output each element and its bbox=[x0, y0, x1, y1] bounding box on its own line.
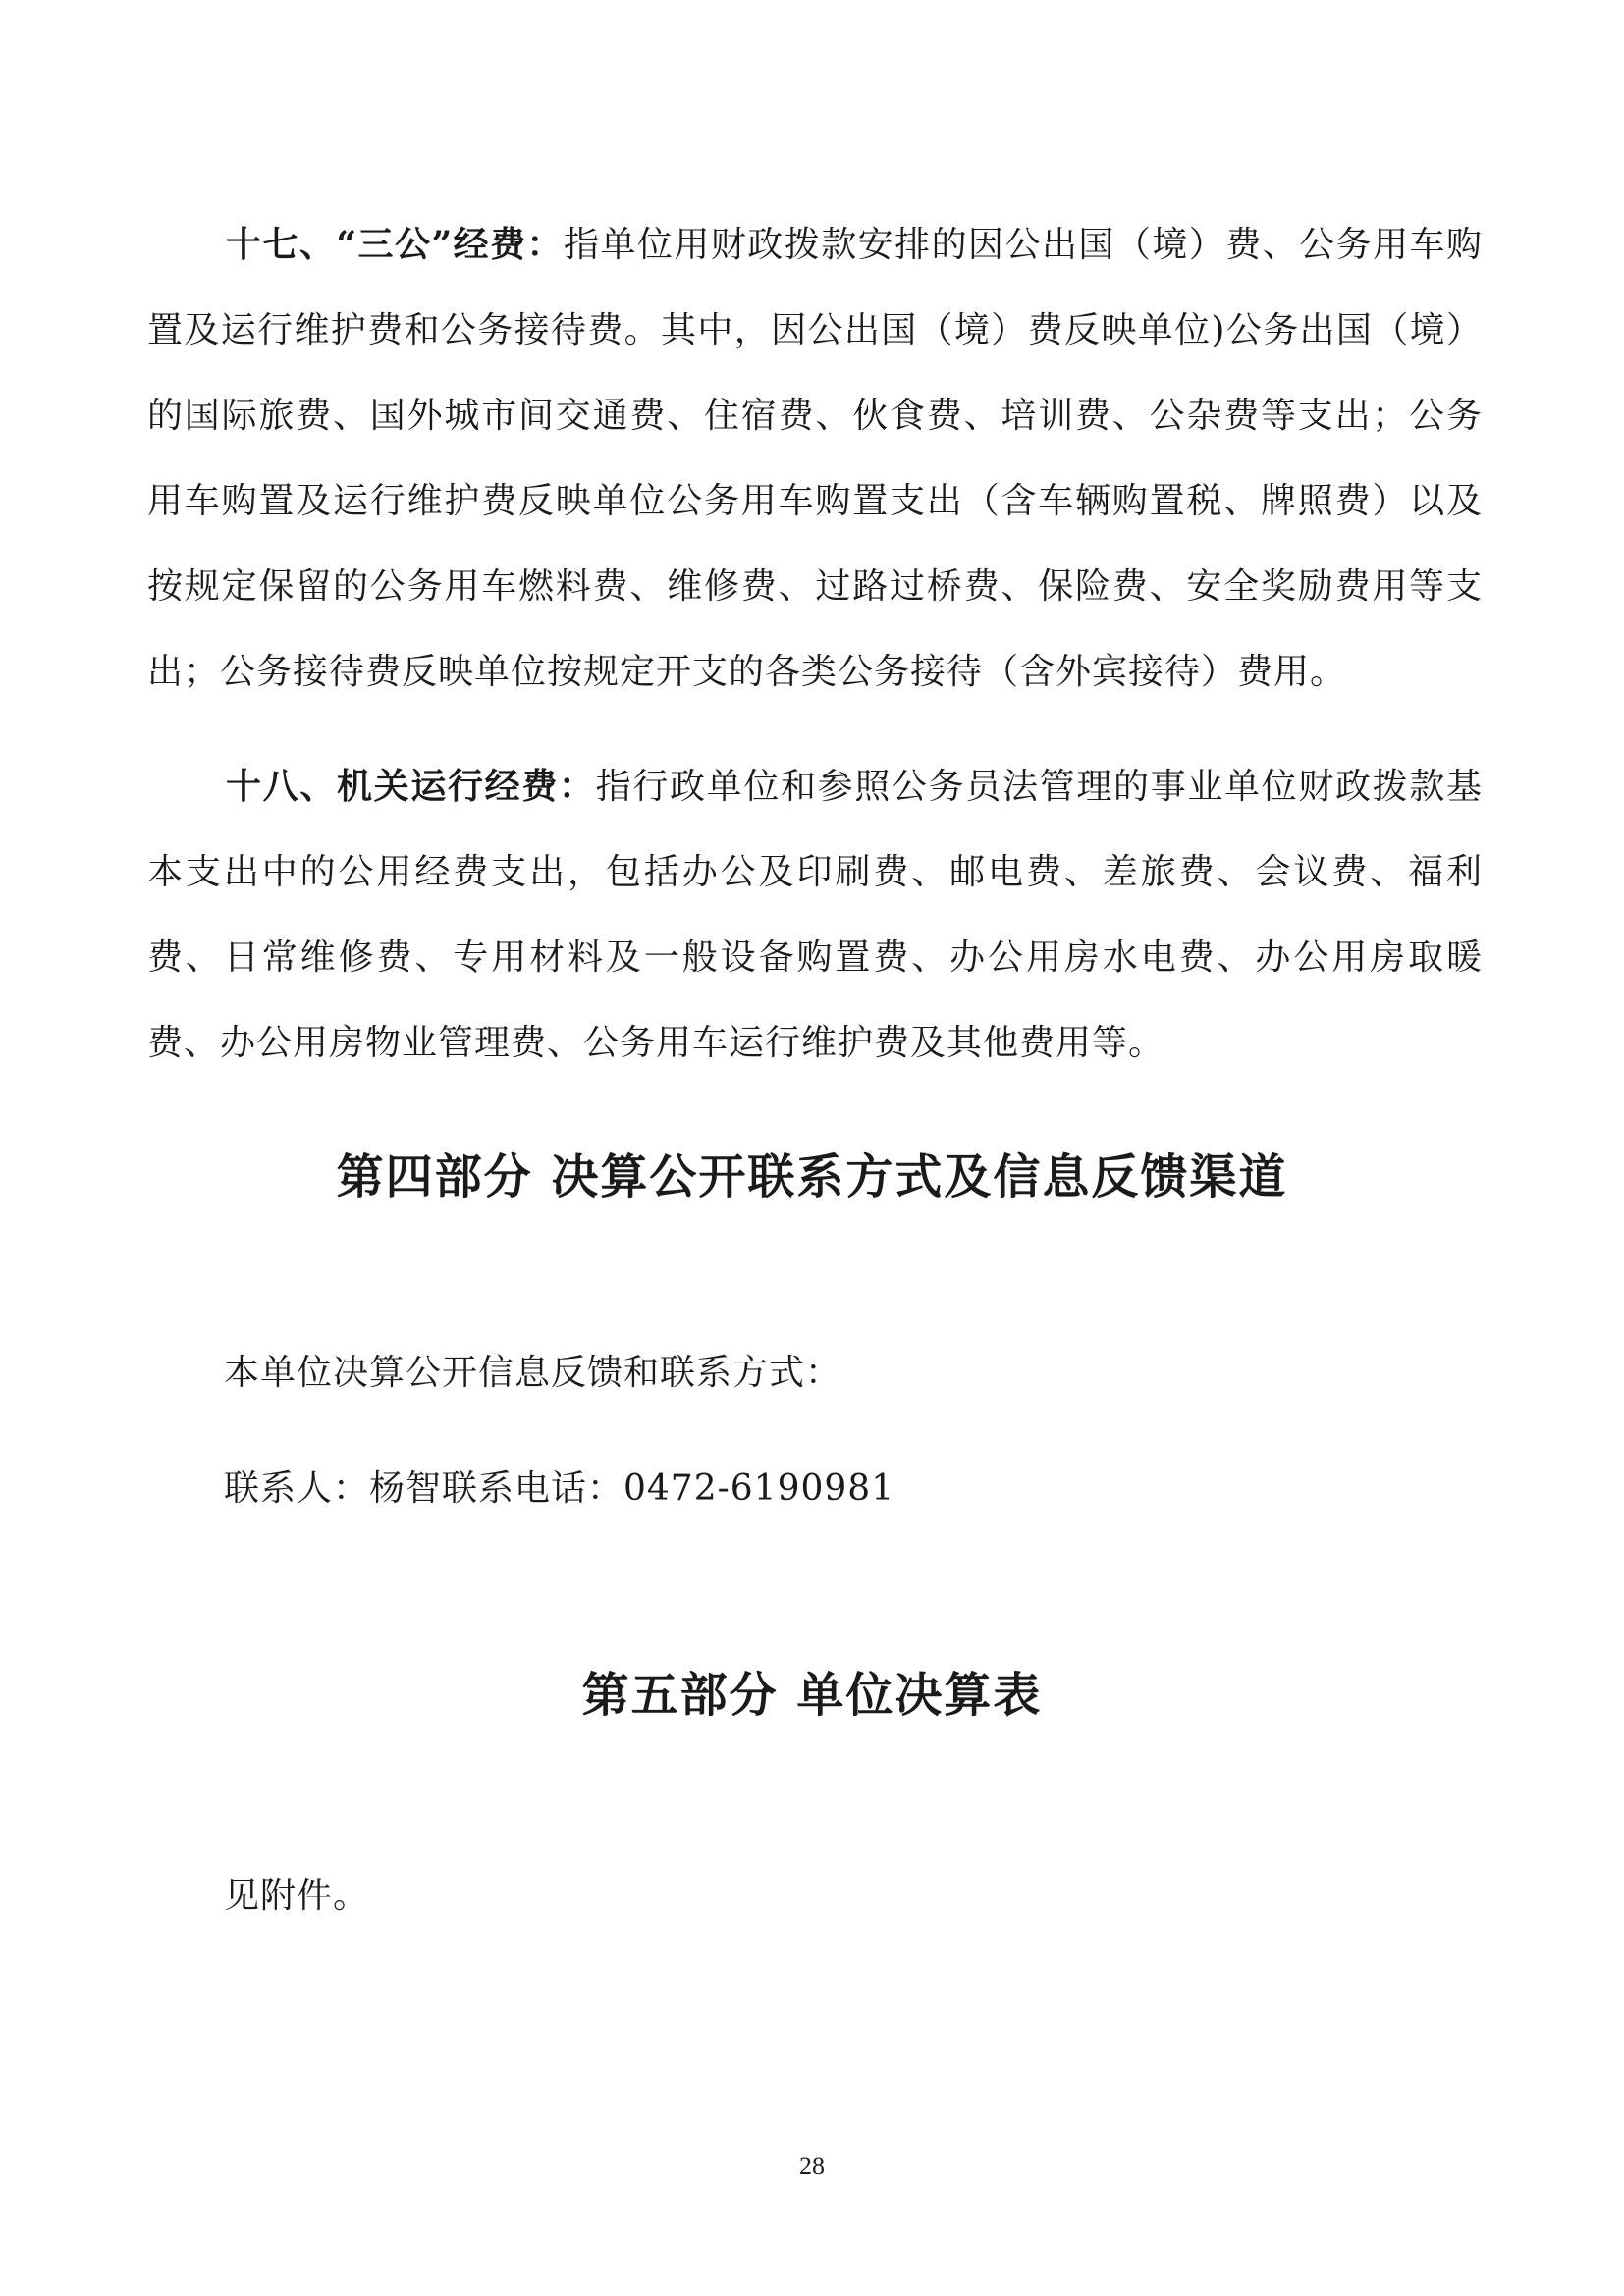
contact-intro-text: 本单位决算公开信息反馈和联系方式： bbox=[224, 1353, 842, 1393]
page-number: 28 bbox=[799, 2152, 825, 2180]
section-17-text: 指单位用财政拨款安排的因公出国（境）费、公务用车购置及运行维护费和公务接待费。其中，因公出国（境）费反映单位)公务出国（境）的国际旅费、国外城市间交通费、住宿费、伙食费、培训费、公杂费等支出；公务用车购置及运行维护费反映单位公务用车购置支出（含车辆购置税、牌照费）以及按规定保留的公务用车燃料费、维修费、过路过桥费、保险费、安全奖励费用等支出；公务接待费反映单位按规定开支的各类公务接待（含外宾接待）费用。 bbox=[147, 225, 1483, 692]
part-5-heading: 第五部分 单位决算表 bbox=[581, 1668, 1043, 1723]
section-18-paragraph bbox=[147, 744, 1483, 1086]
section-18-term: 十八、机关运行经费： bbox=[226, 766, 596, 807]
part-4-heading: 第四部分 决算公开联系方式及信息反馈渠道 bbox=[336, 1149, 1288, 1204]
section-17-paragraph bbox=[147, 202, 1483, 715]
section-17-term: 十七、“三公”经费： bbox=[226, 224, 564, 265]
section-18-text: 指行政单位和参照公务员法管理的事业单位财政拨款基本支出中的公用经费支出，包括办公及印刷费、邮电费、差旅费、会议费、福利费、日常维修费、专用材料及一般设备购置费、办公用房水电费、办公用房取暖费、办公用房物业管理费、公务用车运行维护费及其他费用等。 bbox=[147, 767, 1483, 1063]
contact-info-text: 联系人：杨智联系电话：0472-6190981 bbox=[224, 1468, 895, 1509]
see-attachment-text: 见附件。 bbox=[224, 1876, 370, 1916]
